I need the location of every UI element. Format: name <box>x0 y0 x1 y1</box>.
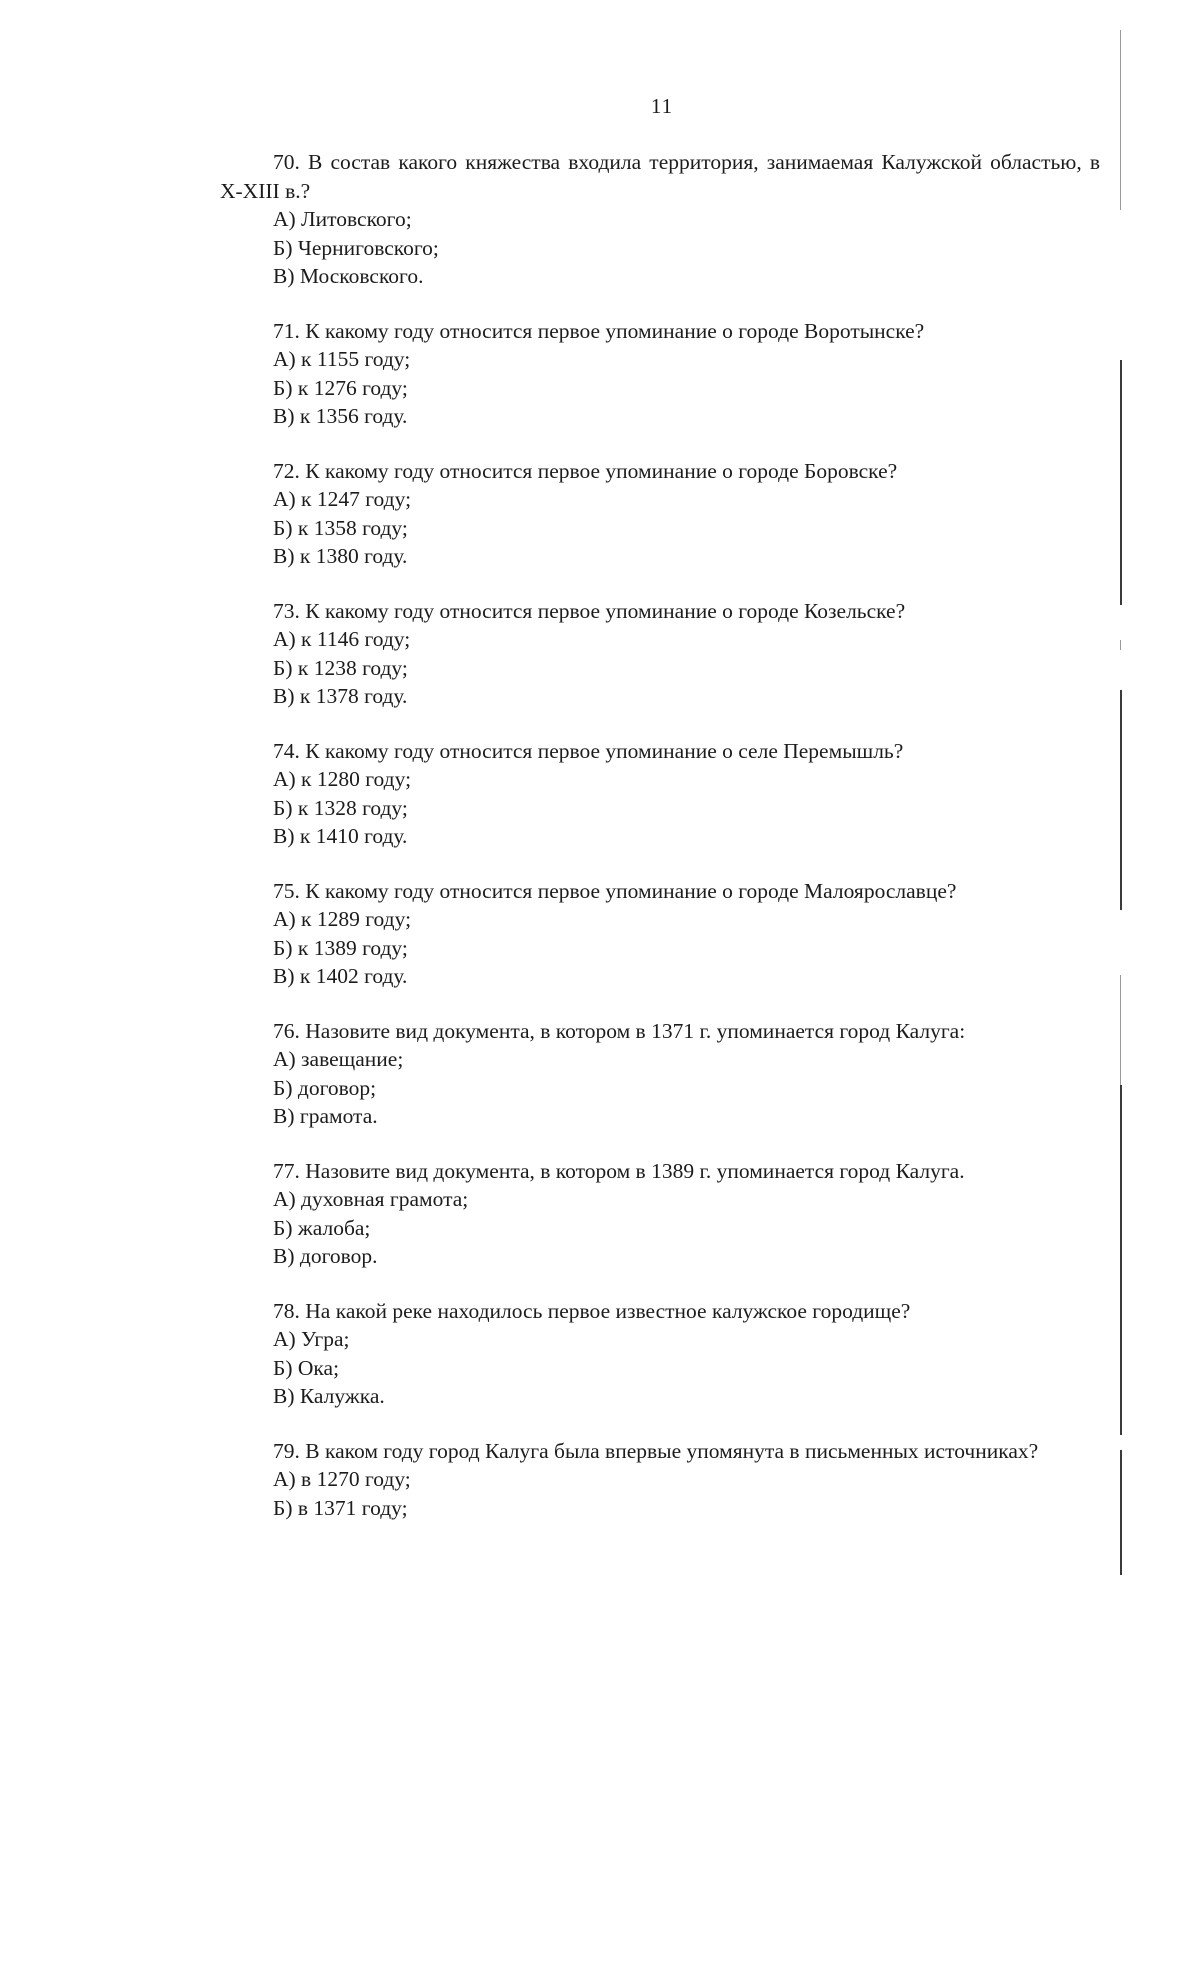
answer-option-b: Б) к 1328 году; <box>273 795 408 820</box>
scan-artifact-line <box>1120 360 1122 605</box>
question-77 <box>220 1157 1100 1271</box>
scan-artifact-line <box>1120 690 1122 910</box>
question-text: 74. К какому году относится первое упоминание о селе Перемышль? <box>273 738 904 763</box>
question-text: 78. На какой реке находилось первое известное калужское городище? <box>273 1298 911 1323</box>
question-text: 70. В состав какого княжества входила территория, занимаемая Калужской областью, в X-XIII в.? <box>220 150 1100 203</box>
answer-option-a: А) к 1247 году; <box>273 487 412 511</box>
answer-options <box>220 625 1100 711</box>
question-73 <box>220 597 1100 711</box>
answer-option-b: Б) к 1276 году; <box>273 375 408 400</box>
answer-option-v: В) договор. <box>273 1244 378 1268</box>
answer-option-b: Б) договор; <box>273 1075 377 1100</box>
answer-options <box>220 1045 1100 1131</box>
answer-option-a: А) к 1280 году; <box>273 767 412 791</box>
answer-option-v: В) к 1402 году. <box>273 964 408 988</box>
answer-option-a: А) в 1270 году; <box>273 1467 411 1491</box>
question-76 <box>220 1017 1100 1131</box>
question-text: 71. К какому году относится первое упоминание о городе Воротынске? <box>273 318 925 343</box>
answer-option-b: Б) к 1238 году; <box>273 655 408 680</box>
answer-option-a: А) Угра; <box>273 1327 350 1351</box>
scan-artifact-line <box>1120 1085 1122 1435</box>
answer-option-v: В) к 1380 году. <box>273 544 408 568</box>
scan-artifact-line <box>1120 975 1121 1085</box>
answer-option-b: Б) Черниговского; <box>273 235 439 260</box>
answer-options <box>220 765 1100 851</box>
answer-option-v: В) Калужка. <box>273 1384 385 1408</box>
question-text: 77. Назовите вид документа, в котором в 1389 г. упоминается город Калуга. <box>273 1158 965 1183</box>
question-text: 75. К какому году относится первое упоминание о городе Малоярославце? <box>273 878 957 903</box>
answer-option-b: Б) к 1389 году; <box>273 935 408 960</box>
answer-option-a: А) Литовского; <box>273 207 412 231</box>
answer-options <box>220 485 1100 571</box>
question-78 <box>220 1297 1100 1411</box>
scan-artifact-line <box>1120 640 1121 650</box>
question-74 <box>220 737 1100 851</box>
answer-option-v: В) к 1378 году. <box>273 684 408 708</box>
answer-option-a: А) к 1146 году; <box>273 627 411 651</box>
scan-artifact-line <box>1120 1450 1122 1575</box>
question-72 <box>220 457 1100 571</box>
question-text: 79. В каком году город Калуга была впервые упомянута в письменных источниках? <box>273 1438 1039 1463</box>
answer-option-v: В) Московского. <box>273 264 424 288</box>
answer-option-b: Б) Ока; <box>273 1355 340 1380</box>
answer-option-a: А) духовная грамота; <box>273 1187 469 1211</box>
answer-option-v: В) к 1356 году. <box>273 404 408 428</box>
answer-options <box>220 1185 1100 1271</box>
question-79 <box>220 1437 1100 1523</box>
answer-option-a: А) к 1155 году; <box>273 347 411 371</box>
answer-option-b: Б) к 1358 году; <box>273 515 408 540</box>
question-list <box>220 148 1100 1548</box>
answer-options <box>220 1325 1100 1411</box>
scan-artifact-line <box>1120 30 1121 210</box>
answer-options <box>220 905 1100 991</box>
question-71 <box>220 317 1100 431</box>
answer-option-b: Б) жалоба; <box>273 1215 371 1240</box>
answer-option-a: А) к 1289 году; <box>273 907 412 931</box>
question-70 <box>220 148 1100 291</box>
answer-options <box>220 345 1100 431</box>
answer-option-a: А) завещание; <box>273 1047 404 1071</box>
question-text: 73. К какому году относится первое упоминание о городе Козельске? <box>273 598 906 623</box>
page-number: 11 <box>650 94 674 118</box>
answer-option-v: В) грамота. <box>273 1104 378 1128</box>
answer-option-b: Б) в 1371 году; <box>273 1495 408 1520</box>
question-text: 72. К какому году относится первое упоминание о городе Боровске? <box>273 458 898 483</box>
answer-options <box>220 1465 1100 1522</box>
answer-options <box>220 205 1100 291</box>
question-text: 76. Назовите вид документа, в котором в 1371 г. упоминается город Калуга: <box>273 1018 966 1043</box>
answer-option-v: В) к 1410 году. <box>273 824 408 848</box>
question-75 <box>220 877 1100 991</box>
